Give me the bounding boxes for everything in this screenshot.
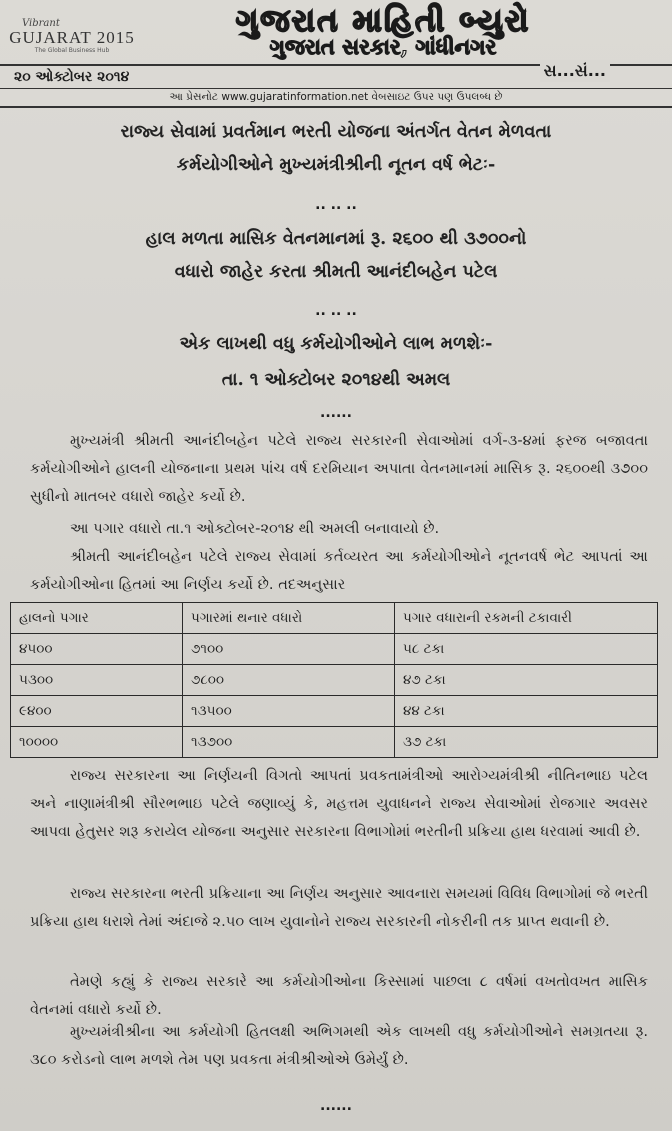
headline-separator: .. .. ..	[315, 303, 357, 319]
table-cell: ૩૭ ટકા	[395, 727, 658, 758]
paragraph-1: મુખ્યમંત્રી શ્રીમતી આનંદીબહેન પટેલે રાજ્ય સરકારની સેવાઓમાં વર્ગ-૩-૪માં ફરજ બજાવતા કર્મયોગીઓને હાલની યોજનાના પ્રથમ પાંચ વર્ષ દરમિયાન અપાતા વેતનમાનમાં માસિક રૂ. ૨૬૦૦થી ૩૭૦૦ સુધીનો માતબર વધારો જાહેર કર્યો છે.	[30, 432, 648, 505]
table-cell: ૭૧૦૦	[183, 634, 395, 665]
table-cell: ૫૮ ટકા	[395, 634, 658, 665]
column-header: પગાર વધારાની રકમની ટકાવારી	[395, 603, 658, 634]
table-cell: ૫૩૦૦	[11, 665, 183, 696]
table-cell: ૭૮૦૦	[183, 665, 395, 696]
logo-tagline: The Global Business Hub	[34, 47, 110, 54]
headline-line-2: કર્મયોગીઓને મુખ્યમંત્રીશ્રીની નૂતન વર્ષ ભેટઃ-	[176, 155, 496, 175]
table-header-row	[11, 603, 658, 634]
headline-line-5: એક લાખથી વધુ કર્મયોગીઓને લાભ મળશેઃ-	[179, 334, 493, 354]
headline-separator: ......	[320, 405, 352, 421]
table-row	[11, 634, 658, 665]
end-separator: ......	[320, 1098, 352, 1114]
column-header: પગારમાં થનાર વધારો	[183, 603, 395, 634]
table-cell: ૪૫૦૦	[11, 634, 183, 665]
headline-line-4: વધારો જાહેર કરતા શ્રીમતી આનંદીબહેન પટેલ	[174, 262, 498, 282]
table-cell: ૪૪ ટકા	[395, 696, 658, 727]
masthead-subtitle: ગુજરાત સરકાર, ગાંધીનગર	[269, 34, 497, 59]
table-cell: ૧૦૦૦૦	[11, 727, 183, 758]
serial-number: સ...સં...	[540, 60, 610, 82]
table-row	[11, 727, 658, 758]
logo-name-text: GUJARAT 2015	[9, 28, 135, 47]
table-cell: ૧૩૫૦૦	[183, 696, 395, 727]
table-row	[11, 665, 658, 696]
issue-date: ૨૦ ઓક્ટોબર ૨૦૧૪	[14, 69, 130, 85]
paragraph-4: રાજ્ય સરકારના આ નિર્ણયની વિગતો આપતાં પ્રવકતામંત્રીઓ આરોગ્યમંત્રીશ્રી નીતિનભાઇ પટેલ અને નાણામંત્રીશ્રી સૌરભભાઇ પટેલે જણાવ્યું કે, મહત્તમ યુવાધનને રાજ્ય સેવાઓમાં રોજગાર અવસર આપવા હેતુસર શરૂ કરાયેલ યોજના અનુસાર સરકારના વિભાગોમાં ભરતીની પ્રક્રિયા હાથ ધરવામાં આવી છે.	[30, 767, 648, 840]
headline-separator: .. .. ..	[315, 197, 357, 213]
date-bar	[0, 61, 672, 89]
salary-table	[10, 602, 658, 758]
website-notice: આ પ્રેસનોટ www.gujaratinformation.net વેબસાઇટ ઉપર પણ ઉપલબ્ધ છે	[0, 88, 672, 108]
paragraph-5: રાજ્ય સરકારના ભરતી પ્રક્રિયાના આ નિર્ણય અનુસાર આવનારા સમયમાં વિવિધ વિભાગોમાં જે ભરતી પ્રક્રિયા હાથ ધરાશે તેમાં અંદાજે ૨.૫૦ લાખ યુવાનોને રાજ્ય સરકારની નોકરીની તક પ્રાપ્ત થવાની છે.	[30, 885, 648, 930]
headline-line-6: તા. ૧ ઓક્ટોબર ૨૦૧૪થી અમલ	[221, 370, 451, 390]
table-row	[11, 696, 658, 727]
paragraph-7: મુખ્યમંત્રીશ્રીના આ કર્મયોગી હિતલક્ષી અભિગમથી એક લાખથી વધુ કર્મયોગીઓને સમગ્રતયા રૂ. ૩૮૦ કરોડનો લાભ મળશે તેમ પણ પ્રવકતા મંત્રીશ્રીઓએ ઉમેર્યું છે.	[30, 1023, 648, 1068]
column-header: હાલનો પગાર	[11, 603, 183, 634]
paragraph-2: આ પગાર વધારો તા.૧ ઓક્ટોબર-૨૦૧૪ થી અમલી બનાવાયો છે.	[70, 520, 440, 537]
logo-vibrant-text: Vibrant	[22, 18, 60, 29]
paragraph-6: તેમણે કહ્યું કે રાજ્ય સરકારે આ કર્મયોગીઓના કિસ્સામાં પાછલા ૮ વર્ષમાં વખતોવખત માસિક વેતનમાં વધારો કર્યો છે.	[30, 973, 648, 1018]
table-cell: ૧૩૭૦૦	[183, 727, 395, 758]
headline-line-1: રાજ્ય સેવામાં પ્રવર્તમાન ભરતી યોજના અંતર્ગત વેતન મેળવતા	[120, 122, 552, 142]
vibrant-gujarat-logo	[4, 6, 140, 66]
headline-line-3: હાલ મળતા માસિક વેતનમાનમાં રૂ. ૨૬૦૦ થી ૩૭૦૦નો	[145, 229, 527, 249]
table-cell: ૯૪૦૦	[11, 696, 183, 727]
masthead-title: ગુજરાત માહિતી બ્યુરો	[235, 3, 531, 39]
paragraph-3: શ્રીમતી આનંદીબહેન પટેલે રાજ્ય સેવામાં કર્તવ્યરત આ કર્મયોગીઓને નૂતનવર્ષ ભેટ આપતાં આ કર્મયોગીઓના હિતમાં આ નિર્ણય કર્યો છે. તદઅનુસાર	[30, 548, 648, 593]
table-cell: ૪૭ ટકા	[395, 665, 658, 696]
